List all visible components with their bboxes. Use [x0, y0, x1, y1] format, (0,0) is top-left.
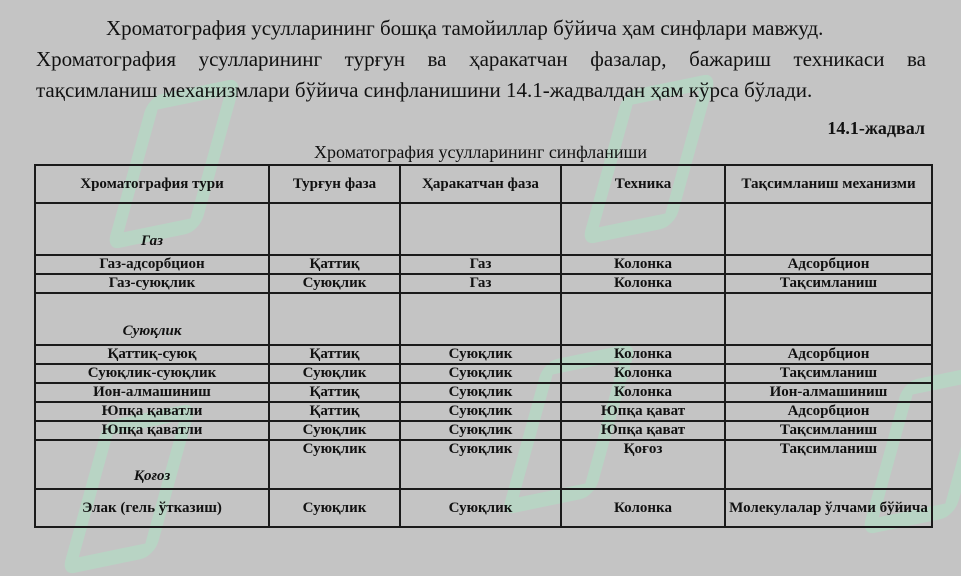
paragraph-line: тақсимланиш механизмлари бўйича синфланишини 14.1-жадвалдан ҳам кўрса бўлади. [36, 78, 813, 102]
table-row: Газ-суюқлик Суюқлик Газ Колонка Тақсимланиш [35, 274, 932, 293]
table-row: Газ-адсорбцион Қаттиқ Газ Колонка Адсорбцион [35, 255, 932, 274]
group-row-gas [35, 203, 932, 255]
column-header: Техника [561, 165, 725, 203]
table-title: Хроматография усулларининг синфланиши [313, 142, 648, 162]
chromatography-table [34, 164, 933, 528]
table-row: Юпқа қаватли Суюқлик Суюқлик Юпқа қават Тақсимланиш [35, 421, 932, 440]
table-row: Юпқа қаватли Қаттиқ Суюқлик Юпқа қават Адсорбцион [35, 402, 932, 421]
column-header: Хроматография тури [35, 165, 269, 203]
table-row: Элак (гель ўтказиш) Суюқлик Суюқлик Колонка Молекулалар ўлчами бўйича [35, 489, 932, 527]
paragraph-line: Хроматография усулларининг бошқа тамойиллар бўйича ҳам синфлари мавжуд. [106, 16, 824, 40]
paragraph-line: Хроматография усулларининг турғун ва ҳаракатчан фазалар, бажариш техникаси ва [36, 47, 926, 71]
intro-paragraph [36, 13, 926, 44]
group-label: Газ [35, 203, 269, 255]
table-header-row [35, 165, 932, 203]
group-label: Қоғоз [35, 440, 269, 489]
group-row-liquid [35, 293, 932, 345]
column-header: Ҳаракатчан фаза [400, 165, 561, 203]
group-row-paper: Қоғоз Суюқлик Суюқлик Қоғоз Тақсимланиш [35, 440, 932, 489]
group-label: Суюқлик [35, 293, 269, 345]
table-row: Қаттиқ-суюқ Қаттиқ Суюқлик Колонка Адсорбцион [35, 345, 932, 364]
table-row: Суюқлик-суюқлик Суюқлик Суюқлик Колонка Тақсимланиш [35, 364, 932, 383]
table-row: Ион-алмашиниш Қаттиқ Суюқлик Колонка Ион-алмашиниш [35, 383, 932, 402]
column-header: Тақсимланиш механизми [725, 165, 932, 203]
table-number: 14.1-жадвал [827, 118, 925, 138]
column-header: Турғун фаза [269, 165, 400, 203]
intro-paragraph-cont [36, 44, 926, 106]
